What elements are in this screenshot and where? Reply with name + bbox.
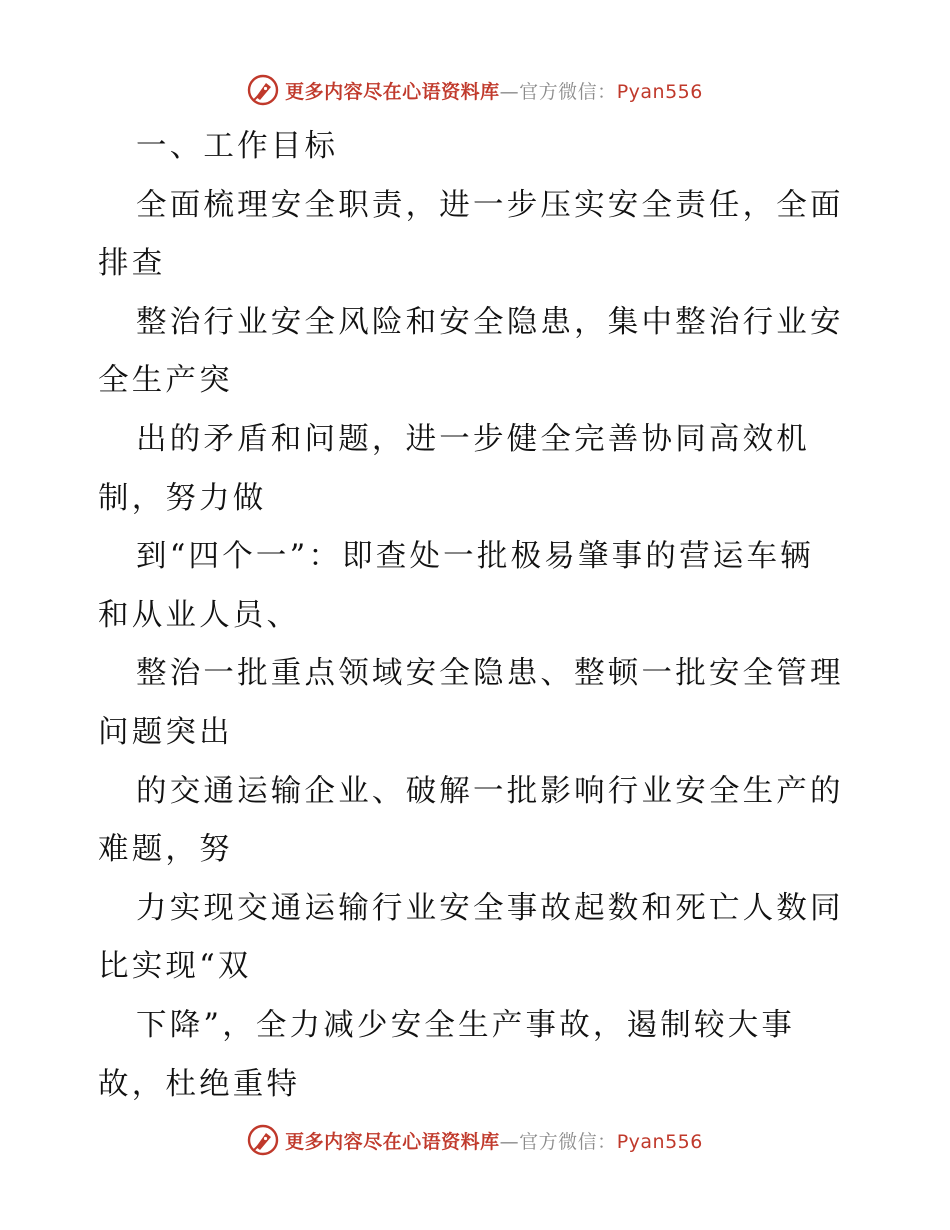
footer-banner-text bbox=[285, 1127, 703, 1154]
text-line: 问题突出 bbox=[98, 714, 233, 750]
text-line: 整治一批重点领域安全隐患、整顿一批安全管理 bbox=[136, 656, 844, 692]
header-banner-text bbox=[285, 77, 703, 104]
text-line: 全生产突 bbox=[98, 363, 233, 399]
pen-nib-logo-icon bbox=[247, 1124, 279, 1156]
text-line: 整治行业安全风险和安全隐患，集中整治行业安 bbox=[136, 304, 844, 340]
text-line: 和从业人员、 bbox=[98, 597, 301, 633]
header-banner-account-id: Pyan556 bbox=[616, 80, 703, 103]
footer-banner-main: 更多内容尽在心语资料库 bbox=[285, 1130, 500, 1153]
section-heading: 一、工作目标 bbox=[136, 129, 339, 164]
text-line: 出的矛盾和问题，进一步健全完善协同高效机 bbox=[136, 421, 810, 457]
text-line: 排查 bbox=[98, 246, 166, 282]
text-line: 难题，努 bbox=[98, 832, 233, 868]
pen-nib-logo-icon bbox=[247, 74, 279, 106]
header-banner-separator: —官方微信： bbox=[499, 80, 617, 103]
footer-banner bbox=[0, 1120, 950, 1160]
header-banner bbox=[0, 70, 950, 110]
header-banner-main: 更多内容尽在心语资料库 bbox=[285, 80, 500, 103]
text-line: 下降”，全力减少安全生产事故，遏制较大事 bbox=[136, 1007, 796, 1043]
text-line: 故，杜绝重特 bbox=[98, 1066, 301, 1102]
text-line: 全面梳理安全职责，进一步压实安全责任，全面 bbox=[136, 187, 844, 223]
text-line: 力实现交通运输行业安全事故起数和死亡人数同 bbox=[136, 890, 844, 926]
footer-banner-separator: —官方微信： bbox=[499, 1130, 617, 1153]
footer-banner-account-id: Pyan556 bbox=[616, 1130, 703, 1153]
text-line: 制，努力做 bbox=[98, 480, 267, 516]
document-body bbox=[98, 118, 858, 1114]
text-line: 到“四个一”：即查处一批极易肇事的营运车辆 bbox=[136, 539, 814, 575]
text-line: 的交通运输企业、破解一批影响行业安全生产的 bbox=[136, 773, 844, 809]
text-line: 比实现“双 bbox=[98, 949, 252, 985]
